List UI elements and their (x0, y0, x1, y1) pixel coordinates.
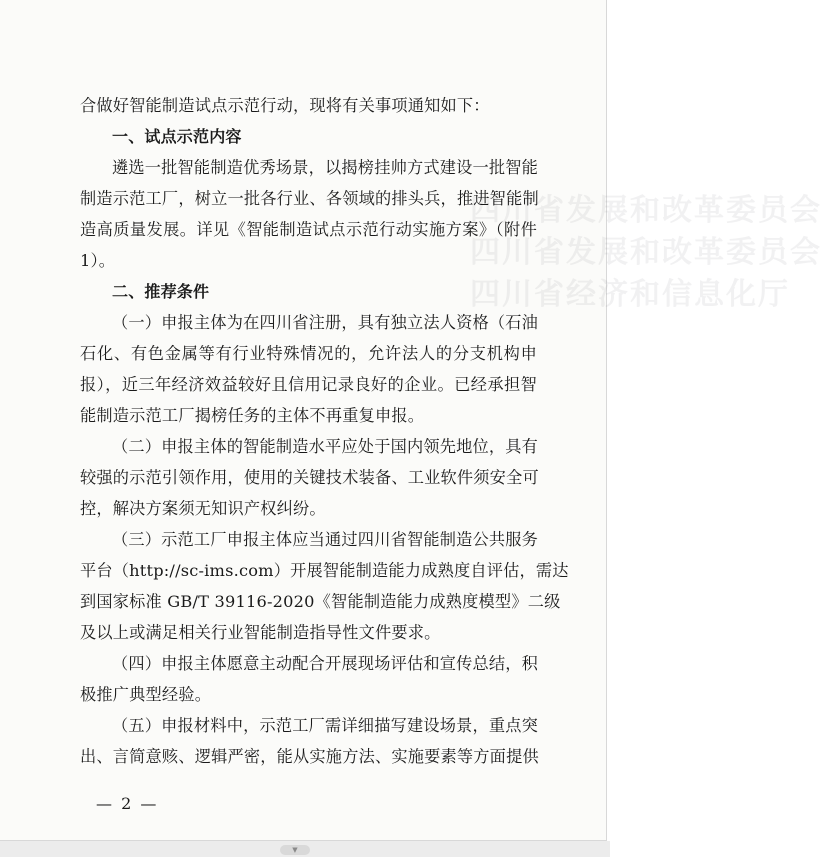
body-line: 遴选一批智能制造优秀场景，以揭榜挂帅方式建设一批智能 (112, 158, 539, 177)
chevron-down-icon: ▼ (292, 846, 298, 854)
body-line: （四）申报主体愿意主动配合开展现场评估和宣传总结，积 (112, 654, 539, 673)
body-line: 平台（http://sc-ims.com）开展智能制造能力成熟度自评估，需达 (80, 561, 569, 580)
body-line: 出、言简意赅、逻辑严密，能从实施方法、实施要素等方面提供 (80, 747, 539, 766)
page-number: — 2 — (96, 794, 159, 813)
body-line: 能制造示范工厂揭榜任务的主体不再重复申报。 (80, 406, 425, 425)
body-line: 极推广典型经验。 (80, 685, 212, 704)
body-line: 控，解决方案须无知识产权纠纷。 (80, 499, 326, 518)
body-line: 制造示范工厂，树立一批各行业、各领域的排头兵，推进智能制 (80, 189, 539, 208)
body-line: 较强的示范引领作用，使用的关键技术装备、工业软件须安全可 (80, 468, 539, 487)
section-heading-2: 二、推荐条件 (112, 282, 210, 301)
body-line: 合做好智能制造试点示范行动，现将有关事项通知如下： (80, 96, 490, 115)
body-line: （二）申报主体的智能制造水平应处于国内领先地位，具有 (112, 437, 539, 456)
body-line: 石化、有色金属等有行业特殊情况的，允许法人的分支机构申 (80, 344, 537, 363)
body-line: （三）示范工厂申报主体应当通过四川省智能制造公共服务 (112, 530, 539, 549)
body-line: 造高质量发展。详见《智能制造试点示范行动实施方案》（附件 (80, 220, 537, 239)
scroll-down-button[interactable] (280, 845, 310, 855)
body-line: 报），近三年经济效益较好且信用记录良好的企业。已经承担智 (80, 375, 537, 394)
body-line: （五）申报材料中，示范工厂需详细描写建设场景，重点突 (112, 716, 539, 735)
body-line: 1）。 (80, 251, 116, 270)
watermark-line: 四川省经济和信息化厅 (470, 277, 790, 312)
section-heading-1: 一、试点示范内容 (112, 127, 242, 146)
body-line: （一）申报主体为在四川省注册，具有独立法人资格（石油 (112, 313, 539, 332)
body-line: 及以上或满足相关行业智能制造指导性文件要求。 (80, 623, 441, 642)
body-line: 到国家标准 GB/T 39116-2020《智能制造能力成熟度模型》二级 (80, 592, 561, 611)
watermark-line: 四川省发展和改革委员会 (470, 193, 822, 228)
watermark-line: 四川省发展和改革委员会 (470, 235, 822, 270)
